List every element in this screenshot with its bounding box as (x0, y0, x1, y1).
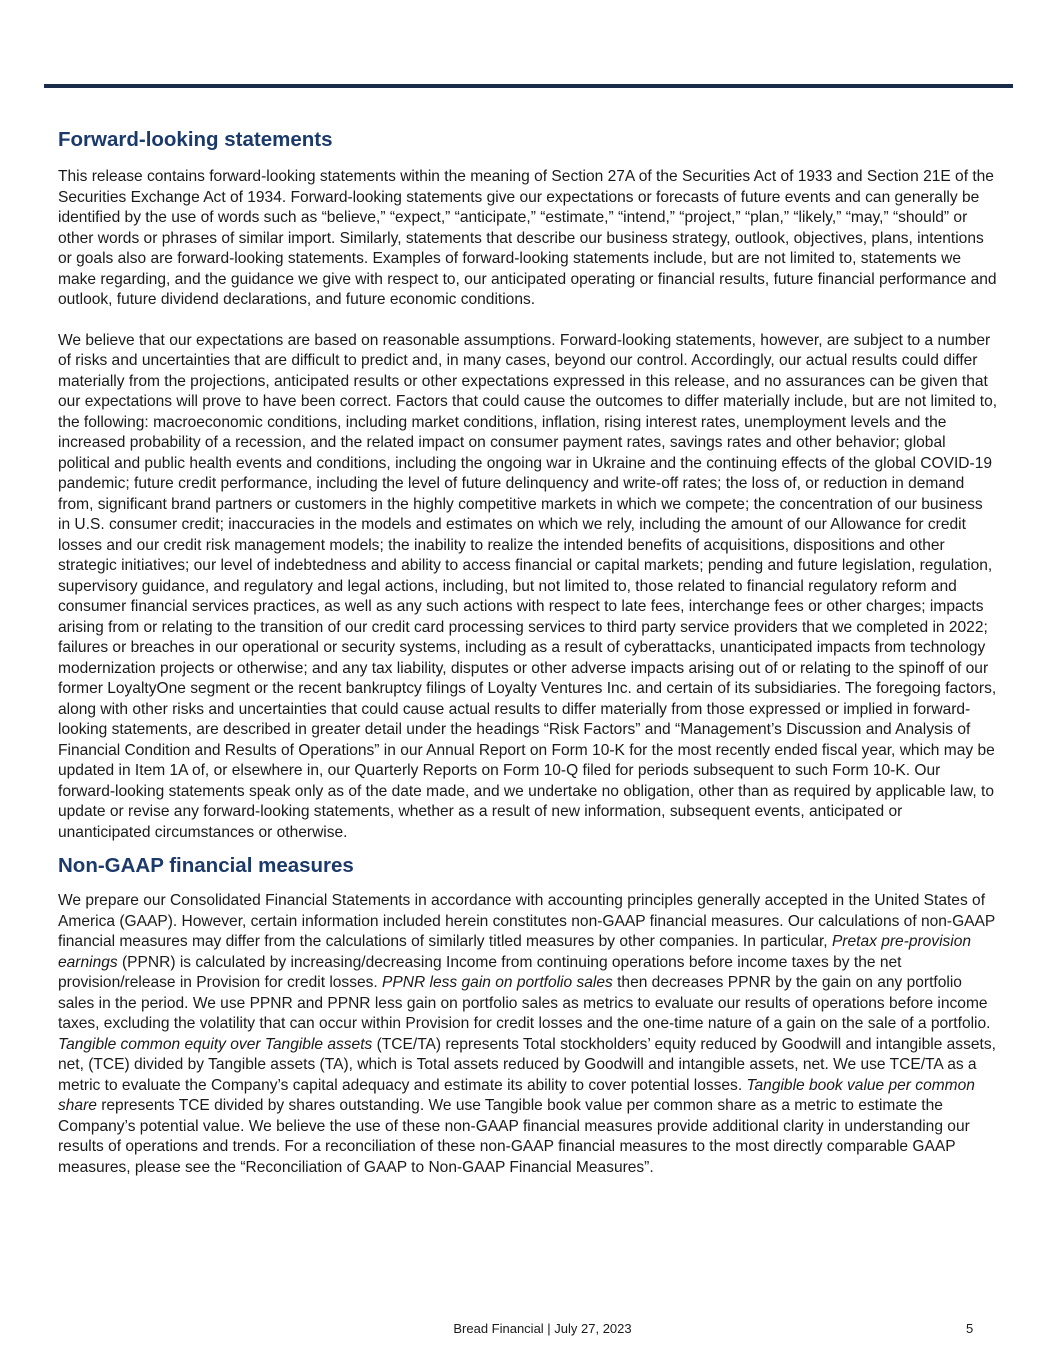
non-gaap-text-4: (TCE/TA) represents Total stockholders’ equity reduced by Goodwill and intangible assets, net, (TCE) divided by Tangible assets (TA), which is Total assets reduced by Goodwill and intangible assets, net. We use TCE/TA as a metric to evaluate the Company’s capital adequacy and estimate its ability to cover potential losses. (58, 1035, 996, 1094)
non-gaap-paragraph (58, 891, 998, 1178)
non-gaap-text-5: represents TCE divided by shares outstanding. We use Tangible book value per common share as a metric to estimate the Company’s potential value. We believe the use of these non-GAAP financial measures provide additional clarity in understanding our results of operations and trends. For a reconciliation of these non-GAAP financial measures to the most directly comparable GAAP measures, please see the “Reconciliation of GAAP to Non-GAAP Financial Measures”. (58, 1097, 970, 1176)
forward-looking-paragraph-1: This release contains forward-looking statements within the meaning of Section 27A of the Securities Act of 1933 and Section 21E of the Securities Exchange Act of 1934. Forward-looking statements give our expectations or forecasts of future events and can generally be identified by the use of words such as “believe,” “expect,” “anticipate,” “estimate,” “intend,” “project,” “plan,” “likely,” “may,” “should” or other words or phrases of similar import. Similarly, statements that describe our business strategy, outlook, objectives, plans, intentions or goals also are forward-looking statements. Examples of forward-looking statements include, but are not limited to, statements we make regarding, and the guidance we give with respect to, our anticipated operating or financial results, future financial performance and outlook, future dividend declarations, and future economic conditions. (58, 168, 997, 308)
non-gaap-text-1: We prepare our Consolidated Financial Statements in accordance with accounting principles generally accepted in the United States of America (GAAP). However, certain information included herein constitutes non-GAAP financial measures. Our calculations of non-GAAP financial measures may differ from the calculations of similarly titled measures by other companies. In particular, (58, 892, 996, 950)
forward-looking-paragraph-2: We believe that our expectations are based on reasonable assumptions. Forward-looking statements, however, are subject to a number of risks and uncertainties that are difficult to predict and, in many cases, beyond our control. Accordingly, our actual results could differ materially from the projections, anticipated results or other expectations expressed in this release, and no assurances can be given that our expectations will prove to have been correct. Factors that could cause the outcomes to differ materially include, but are not limited to, the following: macroeconomic conditions, including market conditions, inflation, rising interest rates, unemployment levels and the increased probability of a recession, and the related impact on consumer payment rates, savings rates and other behavior; global political and public health events and conditions, including the ongoing war in Ukraine and the continuing effects of the global COVID-19 pandemic; future credit performance, including the level of future delinquency and write-off rates; the loss of, or reduction in demand from, significant brand partners or customers in the highly competitive markets in which we compete; the concentration of our business in U.S. consumer credit; inaccuracies in the models and estimates on which we rely, including the amount of our Allowance for credit losses and our credit risk management models; the inability to realize the intended benefits of acquisitions, dispositions and other strategic initiatives; our level of indebtedness and ability to access financial or capital markets; pending and future legislation, regulation, supervisory guidance, and regulatory and legal actions, including, but not limited to, those related to financial regulatory reform and consumer financial services practices, as well as any such actions with respect to late fees, interchange fees or other charges; impacts arising from or relating to the transition of our credit card processing services to third party service providers that we completed in 2022; failures or breaches in our operational or security systems, including as a result of cyberattacks, unanticipated impacts from technology modernization projects or otherwise; and any tax liability, disputes or other adverse impacts arising out of or relating to the spinoff of our former LoyaltyOne segment or the recent bankruptcy filings of Loyalty Ventures Inc. and certain of its subsidiaries. The foregoing factors, along with other risks and uncertainties that could cause actual results to differ materially from those expressed or implied in forward-looking statements, are described in greater detail under the headings “Risk Factors” and “Management’s Discussion and Analysis of Financial Condition and Results of Operations” in our Annual Report on Form 10-K for the most recently ended fiscal year, which may be updated in Item 1A of, or elsewhere in, our Quarterly Reports on Form 10-Q filed for periods subsequent to such Form 10-K. Our forward-looking statements speak only as of the date made, and we undertake no obligation, other than as required by applicable law, to update or revise any forward-looking statements, whether as a result of new information, subsequent events, anticipated or unanticipated circumstances or otherwise. (58, 331, 998, 841)
term-tangible-book-value: Tangible book value per common share (58, 1076, 975, 1114)
page-content (58, 125, 998, 1178)
forward-looking-heading: Forward-looking statements (58, 128, 333, 151)
non-gaap-heading: Non-GAAP financial measures (58, 854, 354, 877)
non-gaap-text-2: (PPNR) is calculated by increasing/decreasing Income from continuing operations before income taxes by the net provision/release in Provision for credit losses. (58, 953, 902, 991)
header-rule (44, 84, 1013, 88)
footer-text: Bread Financial | July 27, 2023 (453, 1321, 632, 1336)
non-gaap-text-3: then decreases PPNR by the gain on any portfolio sales in the period. We use PPNR and PPNR less gain on portfolio sales as metrics to evaluate our results of operations before income taxes, excluding the volatility that can occur within Provision for credit losses and the one-time nature of a gain on the sale of a portfolio. (58, 974, 991, 1032)
term-ppnr: Pretax pre-provision earnings (58, 933, 972, 971)
term-tce-ta: Tangible common equity over Tangible assets (58, 1035, 373, 1053)
page-number: 5 (966, 1321, 974, 1336)
term-ppnr-less-gain: PPNR less gain on portfolio sales (382, 974, 613, 991)
